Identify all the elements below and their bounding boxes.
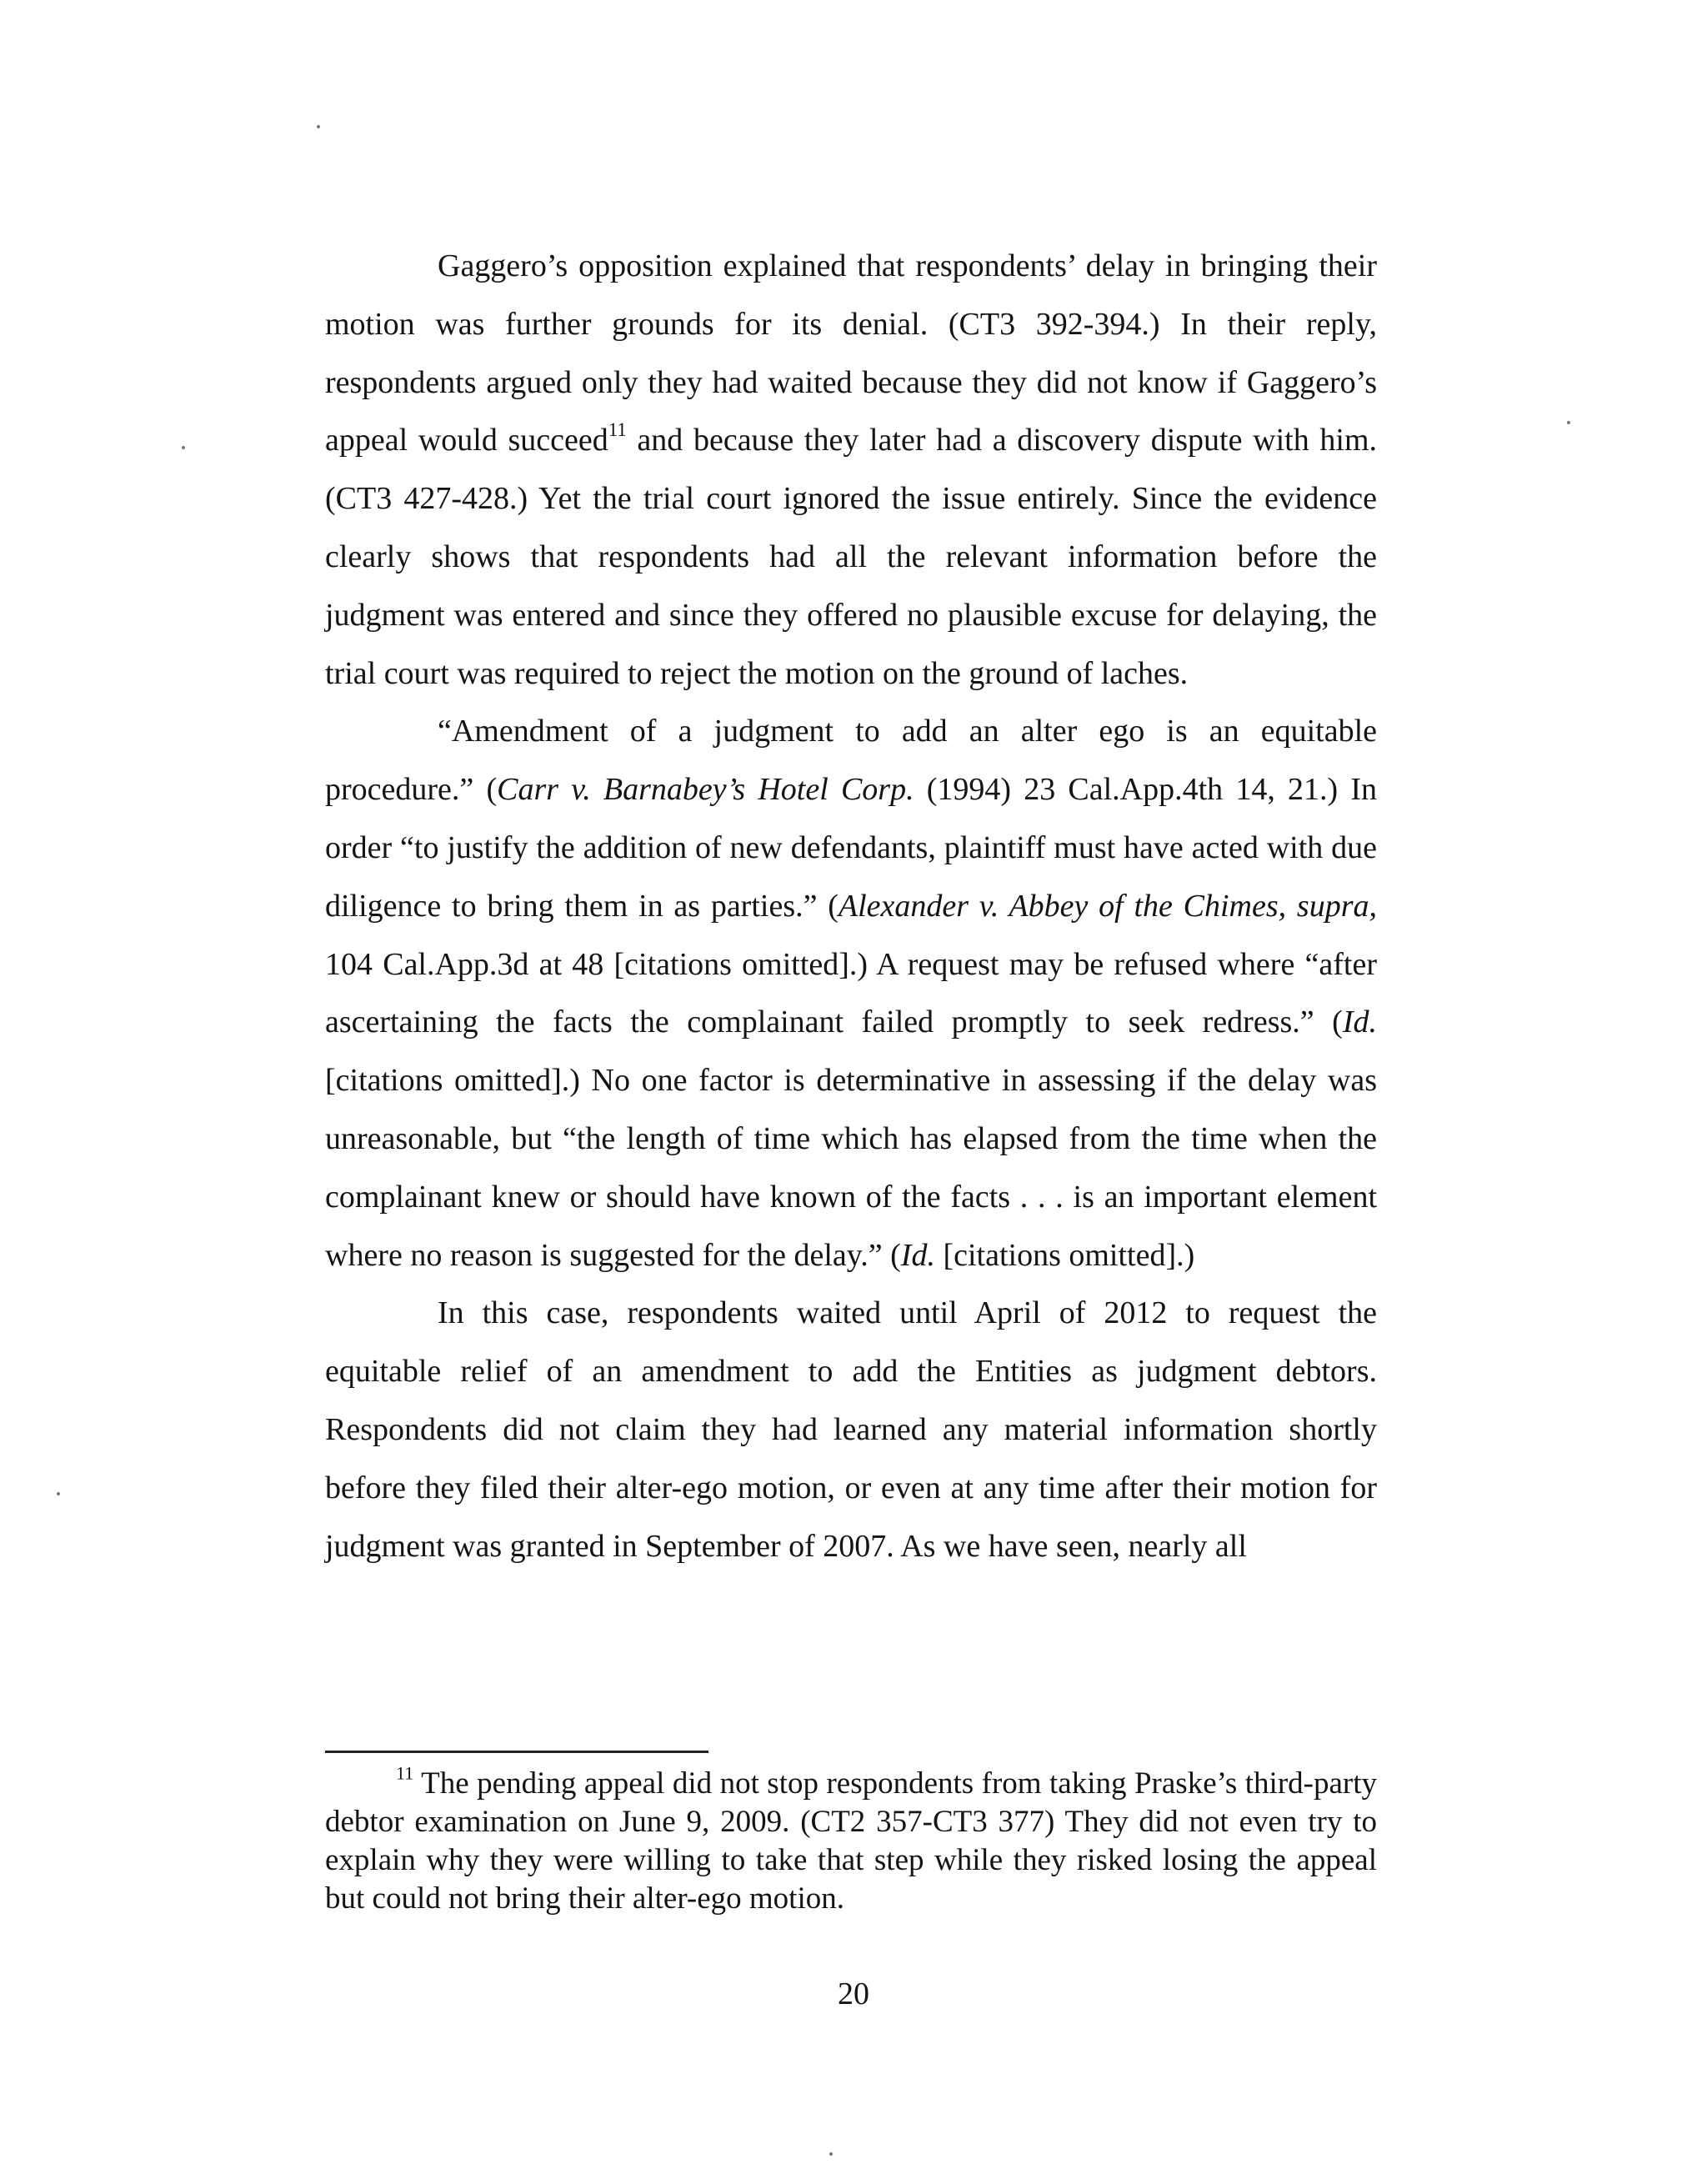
paragraph <box>325 1285 1377 1575</box>
case-citation: Id. <box>900 1237 935 1273</box>
paragraph <box>325 703 1377 1285</box>
text-run: [citations omitted].) No one factor is determinative in assessing if the delay was unreasonable, but “the length of time which has elapsed from the time when the complainant knew or should have known of the facts . . . is an important element where no reason is suggested for the delay.” ( <box>325 1063 1377 1273</box>
scan-speck <box>317 125 320 128</box>
scan-speck <box>829 2152 833 2156</box>
text-run: (1994) 23 Cal.App.4th 14, 21.) In order “to justify the addition of new defendants, plaintiff must have acted with due diligence to bring them in as parties.” ( <box>325 772 1377 924</box>
footnote <box>325 1762 1377 1918</box>
case-citation: Alexander v. Abbey of the Chimes, supra, <box>838 888 1377 924</box>
case-citation: Carr v. Barnabey’s Hotel Corp. <box>497 772 914 808</box>
body-text <box>325 238 1377 1575</box>
page-number: 20 <box>838 1976 869 2011</box>
footnote-separator <box>325 1751 708 1753</box>
footnote-reference: 11 <box>608 419 627 441</box>
scan-speck <box>57 1492 60 1495</box>
paragraph <box>325 238 1377 703</box>
scan-speck <box>1567 421 1570 424</box>
footnote-text: The pending appeal did not stop respondents from taking Praske’s third-party debtor examination on June 9, 2009. (CT2 357-CT3 377) They did not even try to explain why they were willing to take that step while they risked losing the appeal but could not bring their alter-ego motion. <box>325 1766 1377 1916</box>
case-citation: Id. <box>1342 1004 1377 1040</box>
scan-speck <box>182 446 185 449</box>
text-run: Gaggero’s opposition explained that respondents’ delay in bringing their motion was further grounds for its denial. (CT3 392-394.) In their reply, respondents argued only they had waited because they did not know if Gaggero’s appeal would succeed <box>325 248 1377 458</box>
text-run: In this case, respondents waited until April of 2012 to request the equitable relief of an amendment to add the Entities as judgment debtors. Respondents did not claim they had learned any material information shortly before they filed their alter-ego motion, or even at any time after their motion for judgment was granted in September of 2007. As we have seen, nearly all <box>325 1295 1377 1564</box>
text-run: and because they later had a discovery dispute with him. (CT3 427-428.) Yet the trial court ignored the issue entirely. Since the evidence clearly shows that respondents had all the relevant information before the judgment was entered and since they offered no plausible excuse for delaying, the trial court was required to reject the motion on the ground of laches. <box>325 423 1377 691</box>
text-run: “Amendment of a judgment to add an alter ego is an equitable procedure.” ( <box>325 714 1377 808</box>
text-run: 104 Cal.App.3d at 48 [citations omitted].) A request may be refused where “after ascertaining the facts the complainant failed promptly to seek redress.” ( <box>325 946 1377 1040</box>
text-run: [citations omitted].) <box>934 1237 1195 1273</box>
footnote-number: 11 <box>396 1762 414 1784</box>
